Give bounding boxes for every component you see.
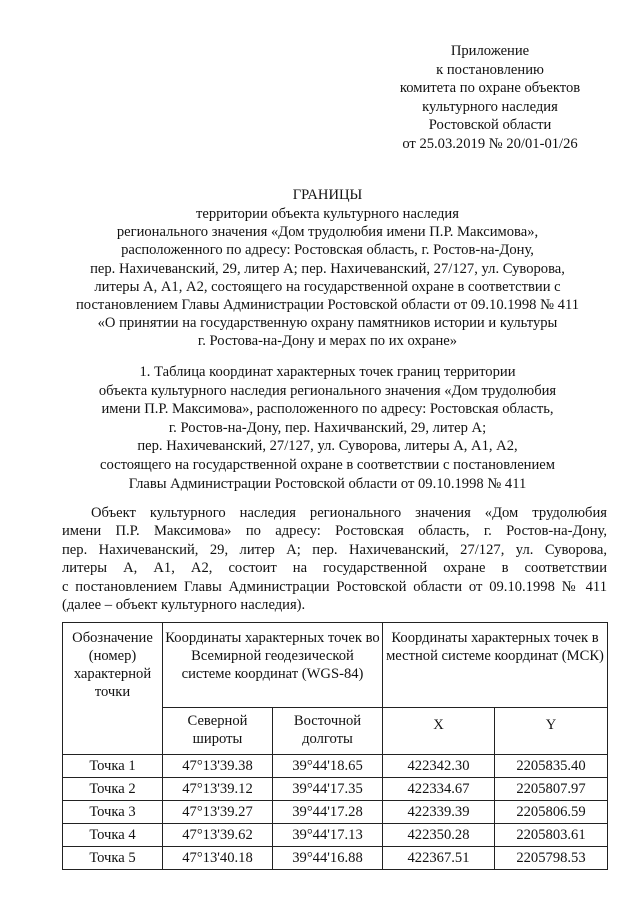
- title-line: постановлением Главы Администрации Ростовской области от 09.10.1998 № 411: [75, 297, 580, 314]
- point-y: 2205835.40: [495, 755, 608, 778]
- appendix-block: [390, 42, 590, 153]
- paragraph-line: (далее – объект культурного наследия).: [62, 597, 306, 614]
- point-lon: 39°44'17.35: [273, 778, 383, 801]
- coordinates-table: [62, 622, 608, 870]
- title-line: расположенного по адресу: Ростовская область, г. Ростов-на-Дону,: [121, 242, 534, 259]
- point-y: 2205806.59: [495, 801, 608, 824]
- point-lon: 39°44'18.65: [273, 755, 383, 778]
- point-lat: 47°13'40.18: [163, 847, 273, 870]
- title-line: территории объекта культурного наследия: [196, 206, 459, 222]
- point-x: 422339.39: [383, 801, 495, 824]
- paragraph-line: Объект культурного наследия регионального значения «Дом трудолюбия: [91, 505, 607, 521]
- header-msk: Координаты характерных точек в местной системе координат (МСК): [383, 623, 608, 708]
- header-north-latitude: Северной широты: [163, 708, 273, 755]
- appendix-line: Ростовской области: [428, 117, 552, 133]
- document-title: [40, 186, 615, 351]
- table-heading-line: имени П.Р. Максимова», расположенного по адресу: Ростовская область,: [101, 401, 554, 418]
- point-lon: 39°44'17.28: [273, 801, 383, 824]
- point-y: 2205803.61: [495, 824, 608, 847]
- table-heading-line: состоящего на государственной охране в соответствии с постановлением: [100, 456, 555, 473]
- title-line: регионального значения «Дом трудолюбия имени П.Р. Максимова»,: [116, 224, 539, 241]
- header-east-longitude: Восточной долготы: [273, 708, 383, 755]
- appendix-line: Приложение: [450, 43, 530, 59]
- point-lat: 47°13'39.12: [163, 778, 273, 801]
- table-heading: [40, 363, 615, 493]
- title-line: пер. Нахичеванский, 29, литер А; пер. Нахичеванский, 27/127, ул. Суворова,: [90, 260, 565, 277]
- table-heading-line: объекта культурного наследия регионального значения «Дом трудолюбия: [98, 382, 557, 399]
- paragraph-line: пер. Нахичеванский, 29, литер А; пер. Нахичеванский, 27/127, ул. Суворова,: [62, 541, 607, 558]
- table-heading-line: 1. Таблица координат характерных точек границ территории: [139, 364, 516, 380]
- table-row: [63, 755, 608, 778]
- title-line: г. Ростова-на-Дону и мерах по их охране»: [197, 333, 458, 350]
- header-wgs84: Координаты характерных точек во Всемирной геодезической системе координат (WGS-84): [163, 623, 383, 708]
- point-lat: 47°13'39.27: [163, 801, 273, 824]
- table-heading-line: пер. Нахичеванский, 27/127, ул. Суворова, литеры А, А1, А2,: [137, 438, 518, 455]
- title-heading: ГРАНИЦЫ: [292, 187, 363, 203]
- point-lat: 47°13'39.38: [163, 755, 273, 778]
- table-heading-line: Главы Администрации Ростовской области от 09.10.1998 № 411: [128, 475, 527, 492]
- header-y: Y: [495, 708, 608, 755]
- table-row: [63, 801, 608, 824]
- appendix-line: к постановлению: [436, 61, 544, 78]
- table-row: [63, 824, 608, 847]
- table-row: [63, 778, 608, 801]
- title-line: литеры А, А1, А2, состоящего на государственной охране в соответствии с: [94, 278, 561, 295]
- point-name: Точка 1: [63, 755, 163, 778]
- point-name: Точка 5: [63, 847, 163, 870]
- paragraph-line: литеры А, А1, А2, состоит на государственной охране в соответствии: [62, 560, 607, 577]
- appendix-line: культурного наследия: [422, 98, 558, 115]
- point-y: 2205798.53: [495, 847, 608, 870]
- point-x: 422342.30: [383, 755, 495, 778]
- point-y: 2205807.97: [495, 778, 608, 801]
- table-row: [63, 847, 608, 870]
- paragraph-line: с постановлением Главы Администрации Ростовской области от 09.10.1998 № 411: [62, 578, 607, 595]
- point-x: 422367.51: [383, 847, 495, 870]
- point-x: 422334.67: [383, 778, 495, 801]
- header-designation: Обозначение (номер) характерной точки: [63, 623, 163, 755]
- point-lat: 47°13'39.62: [163, 824, 273, 847]
- appendix-line: комитета по охране объектов: [399, 80, 581, 96]
- point-name: Точка 2: [63, 778, 163, 801]
- table-heading-line: г. Ростов-на-Дону, пер. Нахичванский, 29, литер А;: [168, 419, 487, 436]
- point-lon: 39°44'16.88: [273, 847, 383, 870]
- object-description-paragraph: [62, 504, 607, 614]
- header-x: X: [383, 708, 495, 755]
- appendix-line: от 25.03.2019 № 20/01-01/26: [402, 135, 578, 152]
- title-line: «О принятии на государственную охрану памятников истории и культуры: [97, 315, 558, 332]
- point-name: Точка 4: [63, 824, 163, 847]
- point-lon: 39°44'17.13: [273, 824, 383, 847]
- point-x: 422350.28: [383, 824, 495, 847]
- paragraph-line: имени П.Р. Максимова» по адресу: Ростовская область, г. Ростов-на-Дону,: [62, 523, 607, 540]
- point-name: Точка 3: [63, 801, 163, 824]
